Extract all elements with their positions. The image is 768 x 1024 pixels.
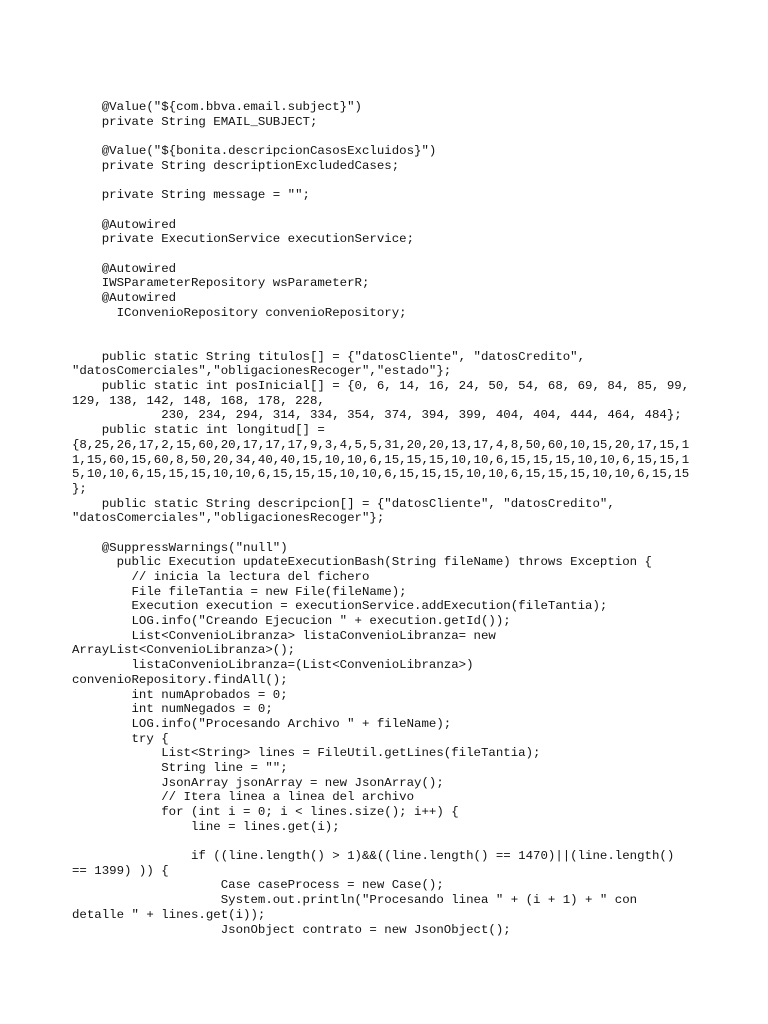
code-line: 5,10,10,6,15,15,15,10,10,6,15,15,15,10,10,6,15,15,15,10,10,6,15,15,15,10,10,6,15,15 (72, 467, 690, 482)
code-line: // inicia la lectura del fichero (72, 570, 370, 584)
code-line: for (int i = 0; i < lines.size(); i++) { (72, 805, 459, 819)
code-line: public static String descripcion[] = {"datosCliente", "datosCredito", (72, 496, 615, 511)
code-line: IWSParameterRepository wsParameterR; (72, 276, 370, 291)
code-line: "datosComerciales","obligacionesRecoger"}; (72, 511, 385, 526)
code-line (72, 173, 702, 188)
code-line: @SuppressWarnings("null") (72, 540, 288, 555)
code-line: 230, 234, 294, 314, 334, 354, 374, 394, 399, 404, 404, 444, 464, 484}; (72, 408, 682, 423)
code-line: // Itera linea a linea del archivo (72, 790, 415, 805)
code-line: if ((line.length() > 1)&&((line.length() == 1470)||(line.length() (72, 849, 675, 864)
code-line: @Autowired (72, 290, 177, 305)
code-line: @Value("${bonita.descripcionCasosExcluidos}") (72, 144, 437, 159)
code-line: 1,15,60,15,60,8,50,20,34,40,40,15,10,10,6,15,15,15,10,10,6,15,15,15,10,10,6,15,15,1 (72, 452, 690, 467)
code-line: public static int longitud[] = (72, 423, 325, 438)
code-line (72, 526, 702, 541)
code-line: String line = ""; (72, 760, 288, 775)
code-line: private ExecutionService executionService; (72, 232, 415, 247)
code-line (72, 203, 702, 218)
code-line: public Execution updateExecutionBash(String fileName) throws Exception { (72, 555, 652, 570)
code-line: private String EMAIL_SUBJECT; (72, 114, 318, 129)
code-line: {8,25,26,17,2,15,60,20,17,17,17,9,3,4,5,5,31,20,20,13,17,4,8,50,60,10,15,20,17,15,1 (72, 437, 690, 452)
code-line: detalle " + lines.get(i)); (72, 907, 266, 922)
code-line: private String message = ""; (72, 188, 310, 203)
code-line: 129, 138, 142, 148, 168, 178, 228, (72, 393, 325, 408)
code-line: File fileTantia = new File(fileName); (72, 584, 407, 599)
code-line: Execution execution = executionService.addExecution(fileTantia); (72, 599, 608, 614)
code-line: ArrayList<ConvenioLibranza>(); (72, 643, 296, 658)
code-line: listaConvenioLibranza=(List<ConvenioLibranza>) (72, 658, 474, 673)
code-line: @Autowired (72, 217, 177, 232)
code-line: == 1399) )) { (72, 863, 169, 878)
code-line: JsonObject contrato = new JsonObject(); (72, 922, 511, 937)
code-line: List<ConvenioLibranza> listaConvenioLibranza= new (72, 628, 496, 643)
code-block (72, 100, 702, 937)
code-line: private String descriptionExcludedCases; (72, 158, 400, 173)
code-line (72, 335, 702, 350)
code-line: public static int posInicial[] = {0, 6, 14, 16, 24, 50, 54, 68, 69, 84, 85, 99, (72, 379, 690, 394)
code-line: convenioRepository.findAll(); (72, 672, 288, 687)
code-line (72, 129, 702, 144)
code-line: Case caseProcess = new Case(); (72, 878, 444, 893)
code-line: JsonArray jsonArray = new JsonArray(); (72, 775, 444, 790)
code-line: try { (72, 731, 169, 746)
code-line: List<String> lines = FileUtil.getLines(fileTantia); (72, 746, 541, 761)
code-line (72, 834, 702, 849)
code-line: "datosComerciales","obligacionesRecoger","estado"}; (72, 364, 452, 379)
code-line: @Value("${com.bbva.email.subject}") (72, 100, 362, 114)
code-line: line = lines.get(i); (72, 819, 340, 834)
code-line: public static String titulos[] = {"datosCliente", "datosCredito", (72, 349, 586, 364)
code-line: }; (72, 481, 87, 496)
code-line (72, 320, 702, 335)
code-line: int numAprobados = 0; (72, 687, 288, 702)
code-line (72, 247, 702, 262)
code-line: IConvenioRepository convenioRepository; (72, 305, 407, 320)
code-line: System.out.println("Procesando linea " + (i + 1) + " con (72, 893, 638, 908)
code-line: @Autowired (72, 261, 177, 276)
code-line: LOG.info("Procesando Archivo " + fileName); (72, 716, 452, 731)
code-line: LOG.info("Creando Ejecucion " + execution.getId()); (72, 614, 511, 629)
code-line: int numNegados = 0; (72, 702, 273, 717)
